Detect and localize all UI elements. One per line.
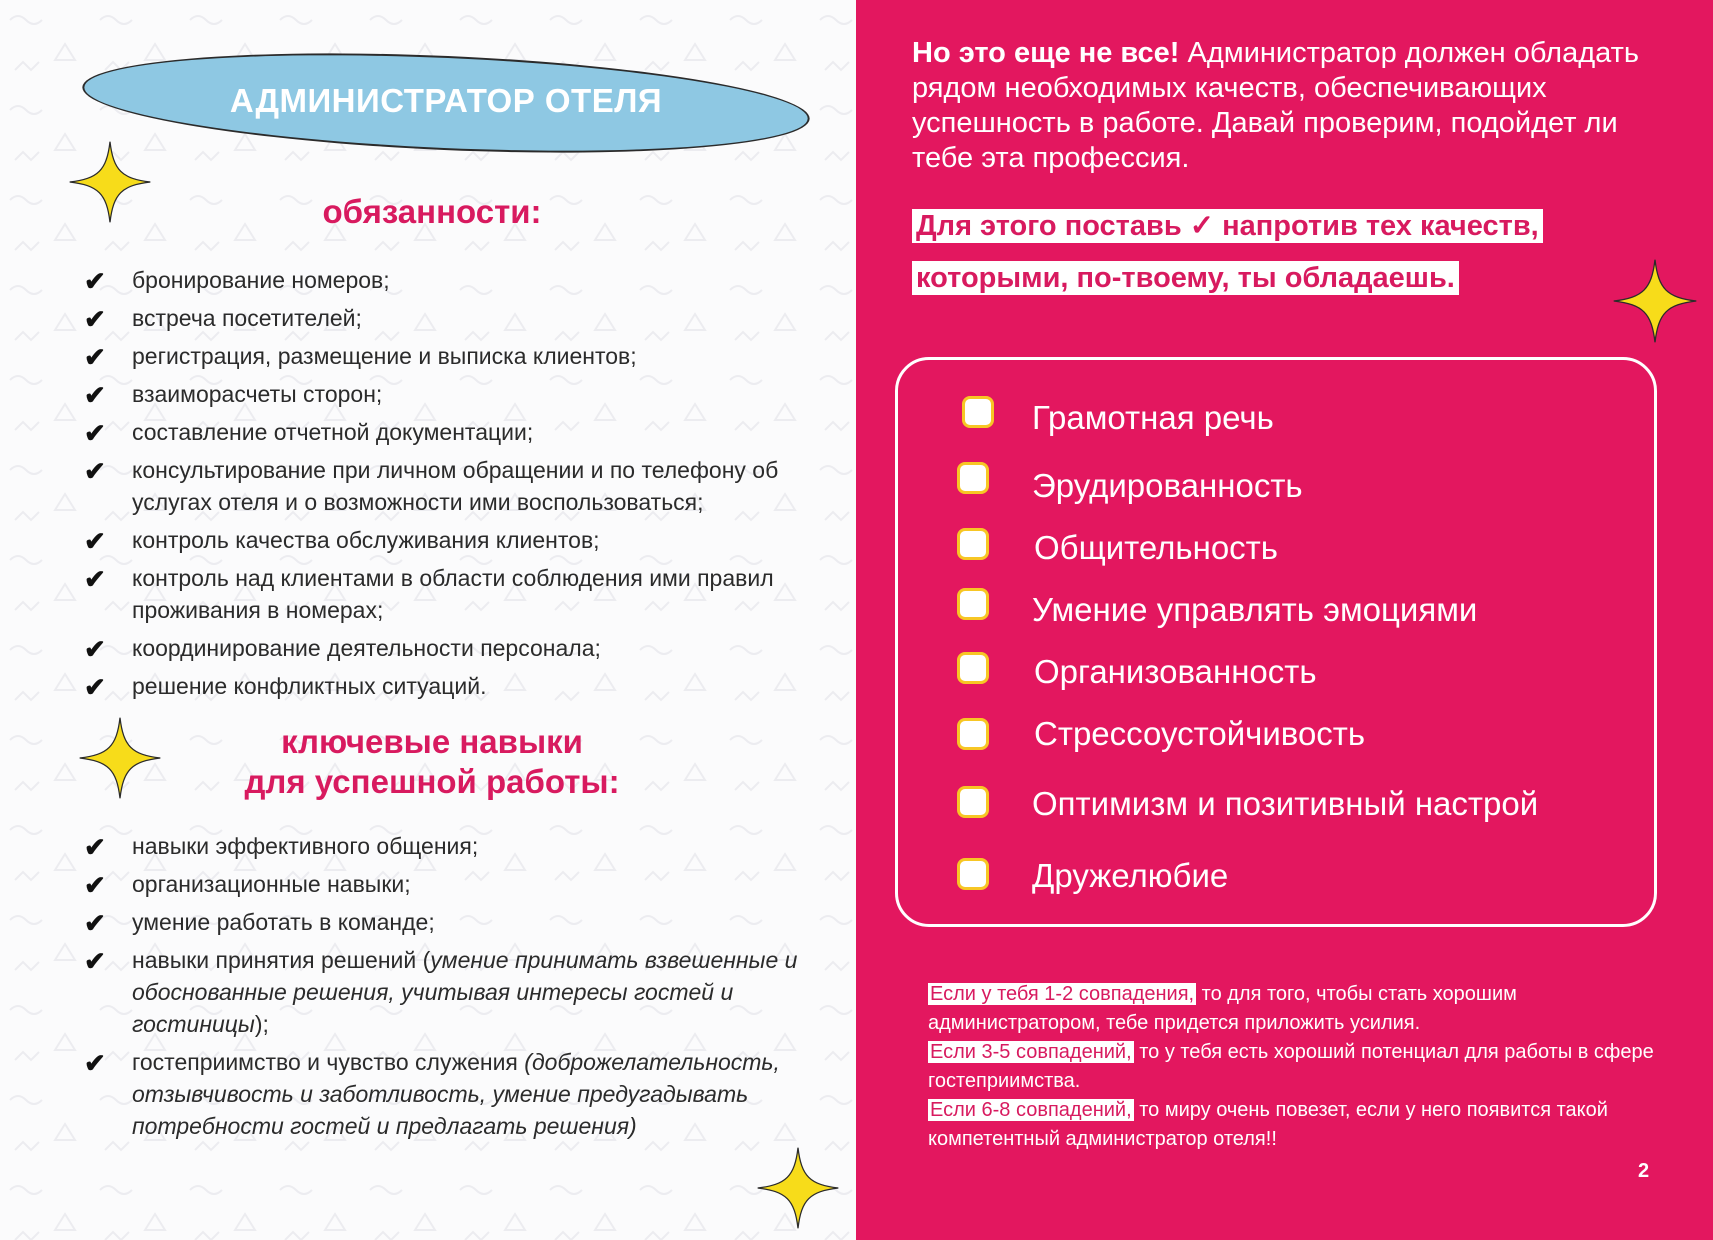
result-3-5: Если 3-5 совпадений, то у тебя есть хороший потенциал для работы в сфере гостеприимства. (928, 1041, 1654, 1092)
check-icon: ✔ (84, 526, 106, 556)
quality-checkbox[interactable] (957, 462, 989, 494)
check-icon: ✔ (84, 304, 106, 334)
page-number: 2 (1638, 1160, 1650, 1182)
list-item: ✔ встреча посетителей; (84, 304, 362, 334)
quality-checkbox[interactable] (957, 588, 989, 620)
check-icon: ✔ (84, 672, 106, 702)
quality-checkbox[interactable] (957, 652, 989, 684)
list-item: ✔ взаиморасчеты сторон; (84, 380, 383, 410)
list-item: ✔ регистрация, размещение и выписка клиентов; (84, 342, 637, 372)
quality-label: Оптимизм и позитивный настрой (1032, 785, 1539, 822)
instruction-line-2: которыми, по-твоему, ты обладаешь. (912, 262, 1632, 295)
list-item: ✔ организационные навыки; (84, 870, 411, 900)
duties-heading: обязанности: (322, 193, 542, 230)
left-panel (0, 0, 856, 1240)
check-icon: ✔ (84, 946, 106, 976)
list-item: ✔ консультирование при личном обращении и по телефону об услугах отеля и о возможности ими воспользоваться; (84, 456, 779, 515)
duties-list (84, 264, 844, 708)
check-icon: ✔ (84, 418, 106, 448)
check-icon: ✔ (84, 564, 106, 594)
list-item: ✔ бронирование номеров; (84, 266, 390, 296)
check-icon: ✔ (84, 870, 106, 900)
list-item: ✔ навыки принятия решений (умение принимать взвешенные и обоснованные решения, учитывая интересы гостей и гостиницы); (84, 946, 798, 1037)
check-icon: ✔ (84, 456, 106, 486)
check-icon: ✔ (84, 266, 106, 296)
list-item: ✔ навыки эффективного общения; (84, 832, 479, 862)
check-icon: ✔ (84, 908, 106, 938)
page-title: АДМИНИСТРАТОР ОТЕЛЯ (229, 82, 663, 119)
quality-label: Стрессоустойчивость (1034, 715, 1366, 752)
list-item: ✔ гостеприимство и чувство служения (доброжелательность, отзывчивость и заботливость, умение предугадывать потребности гостей и предлагать решения) (84, 1048, 780, 1139)
sparkle-star-icon (756, 1146, 840, 1230)
quality-label: Дружелюбие (1032, 857, 1229, 894)
check-icon: ✔ (84, 342, 106, 372)
check-icon: ✔ (84, 832, 106, 862)
results-text (928, 980, 1668, 1154)
quality-checkbox[interactable] (957, 528, 989, 560)
intro-text: Но это еще не все! Администратор должен обладать рядом необходимых качеств, обеспечивающих успешность в работе. Давай проверим, подойдет ли тебе эта профессия. (912, 37, 1640, 174)
skills-list (84, 830, 844, 1148)
quality-label: Общительность (1034, 529, 1278, 566)
result-6-8: Если 6-8 совпадений, то миру очень повезет, если у него появится такой компетентный администратор отеля!! (928, 1099, 1608, 1150)
qualities-checklist-box (895, 357, 1657, 927)
quality-label: Грамотная речь (1032, 399, 1274, 436)
skills-heading: ключевые навыки для успешной работы: (244, 723, 620, 800)
list-item: ✔ решение конфликтных ситуаций. (84, 672, 487, 702)
quality-checkbox[interactable] (962, 396, 994, 428)
list-item: ✔ умение работать в команде; (84, 908, 435, 938)
check-icon: ✔ (84, 380, 106, 410)
list-item: ✔ контроль над клиентами в области соблюдения ими правил проживания в номерах; (84, 564, 774, 623)
quality-checkbox[interactable] (957, 858, 989, 890)
quality-label: Организованность (1034, 653, 1317, 690)
list-item: ✔ составление отчетной документации; (84, 418, 534, 448)
list-item: ✔ контроль качества обслуживания клиентов; (84, 526, 600, 556)
instruction-line-1: Для этого поставь ✓ напротив тех качеств, (912, 208, 1632, 243)
quality-label: Умение управлять эмоциями (1032, 591, 1478, 628)
check-icon: ✔ (84, 634, 106, 664)
result-1-2: Если у тебя 1-2 совпадения, то для того, чтобы стать хорошим администратором, тебе придется приложить усилия. (928, 983, 1517, 1034)
check-icon: ✔ (84, 1048, 106, 1078)
quality-checkbox[interactable] (957, 786, 989, 818)
quality-label: Эрудированность (1032, 467, 1303, 504)
list-item: ✔ координирование деятельности персонала; (84, 634, 601, 664)
quality-checkbox[interactable] (957, 718, 989, 750)
sparkle-star-icon (1612, 258, 1698, 344)
